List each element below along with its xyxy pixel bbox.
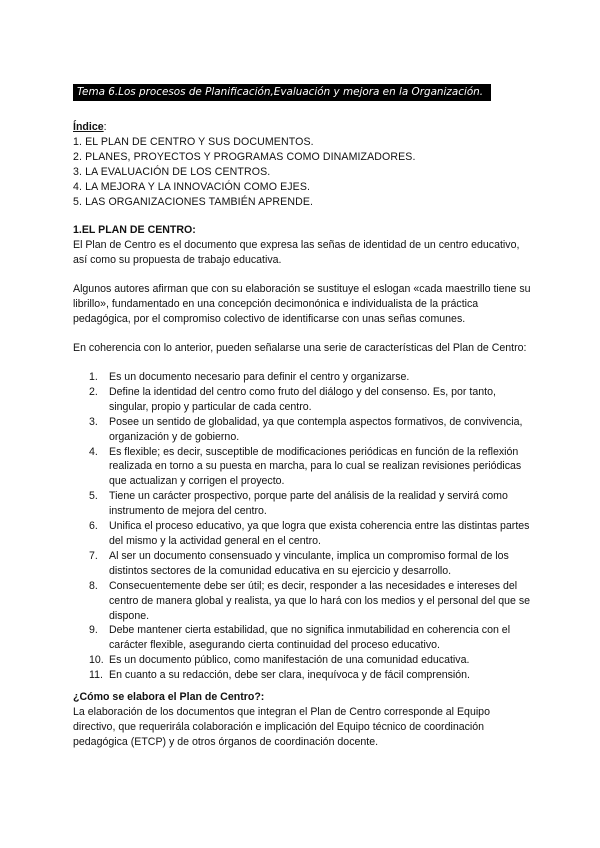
list-item: [73, 489, 533, 519]
index-item: 2. PLANES, PROYECTOS Y PROGRAMAS COMO DINAMIZADORES.: [73, 151, 416, 163]
list-item-text: Tiene un carácter prospectivo, porque parte del análisis de la realidad y servirá como instrumento de mejora del centro.: [109, 490, 508, 518]
list-item: [73, 445, 533, 490]
list-item-number: 3.: [89, 415, 98, 428]
document-title: Tema 6.Los procesos de Planificación,Evaluación y mejora en la Organización.: [73, 84, 491, 101]
list-item-text: Es flexible; es decir, susceptible de modificaciones periódicas en función de la reflexión realizada en torno a su puesta en marcha, para lo cual se realizan revisiones periódicas que actualizan y corrigen el proyecto.: [109, 445, 522, 488]
list-item-text: Define la identidad del centro como fruto del diálogo y del consenso. Es, por tanto, singular, propio y particular de cada centro.: [109, 385, 496, 413]
list-item-number: 2.: [89, 385, 98, 398]
list-item-number: 1.: [89, 371, 98, 383]
list-item-number: 5.: [89, 490, 98, 503]
index-heading-line: [73, 120, 107, 135]
paragraph-eslogan: Algunos autores afirman que con su elaboración se sustituye el eslogan «cada maestrillo tiene su librillo», fundamentado en una concepción decimonónica e individualista de la práctica pedagógica, por el compromiso colectivo de identificarse con unas señas comunes.: [73, 283, 531, 326]
list-item: [73, 549, 533, 579]
section-heading-elaboracion: ¿Cómo se elabora el Plan de Centro?:: [73, 691, 265, 703]
index-item: 5. LAS ORGANIZACIONES TAMBIÉN APRENDE.: [73, 196, 314, 208]
list-item-text: Posee un sentido de globalidad, ya que contempla aspectos formativos, de convivencia, organización y de gobierno.: [109, 415, 523, 443]
index-heading: Índice: [73, 121, 104, 133]
list-item: [73, 370, 533, 385]
list-item-number: 4.: [89, 445, 98, 458]
index-heading-colon: :: [103, 121, 107, 133]
list-item-number: 7.: [89, 549, 98, 562]
characteristics-list: [73, 370, 533, 683]
section-heading-plan-de-centro: 1.EL PLAN DE CENTRO:: [73, 224, 196, 236]
paragraph-coherencia: En coherencia con lo anterior, pueden señalarse una serie de características del Plan de Centro:: [73, 342, 527, 354]
list-item: [73, 623, 533, 653]
list-item: [73, 668, 533, 683]
index-item: 3. LA EVALUACIÓN DE LOS CENTROS.: [73, 166, 271, 178]
list-item-text: Es un documento público, como manifestación de una comunidad educativa.: [109, 654, 470, 667]
list-item: [73, 519, 533, 549]
list-item-number: 9.: [89, 624, 98, 637]
list-item-number: 10.: [89, 654, 104, 667]
list-item-text: Debe mantener cierta estabilidad, que no significa inmutabilidad en coherencia con el carácter flexible, asegurando cierta continuidad del proceso educativo.: [109, 624, 511, 652]
paragraph-definition: El Plan de Centro es el documento que expresa las señas de identidad de un centro educativo, así como su propuesta de trabajo educativa.: [73, 239, 520, 267]
index-item: 1. EL PLAN DE CENTRO Y SUS DOCUMENTOS.: [73, 136, 314, 148]
list-item-text: Consecuentemente debe ser útil; es decir, responder a las necesidades e intereses del centro de manera global y realista, ya que lo hará con los medios y el personal del que se dispone.: [109, 579, 531, 622]
list-item-text: Unifica el proceso educativo, ya que logra que exista coherencia entre las distintas partes del mismo y la actividad general en el centro.: [109, 520, 530, 547]
list-item-text: En cuanto a su redacción, debe ser clara, inequívoca y de fácil comprensión.: [109, 669, 470, 682]
list-item: [73, 385, 533, 415]
list-item: [73, 415, 533, 445]
list-item-number: 8.: [89, 579, 98, 592]
list-item-text: Es un documento necesario para definir el centro y organizarse.: [109, 371, 410, 383]
list-item-number: 11.: [89, 669, 103, 682]
index-item: 4. LA MEJORA Y LA INNOVACIÓN COMO EJES.: [73, 181, 311, 193]
list-item-text: Al ser un documento consensuado y vinculante, implica un compromiso formal de los distintos sectores de la comunidad educativa en su ejercicio y desarrollo.: [109, 549, 509, 577]
list-item-number: 6.: [89, 520, 98, 533]
list-item: [73, 653, 533, 668]
list-item: [73, 579, 533, 624]
paragraph-elaboracion: La elaboración de los documentos que integran el Plan de Centro corresponde al Equipo directivo, que requerirála colaboración e implicación del Equipo técnico de coordinación pedagógica (ETCP) y de otros órganos de coordinación docente.: [73, 706, 490, 749]
